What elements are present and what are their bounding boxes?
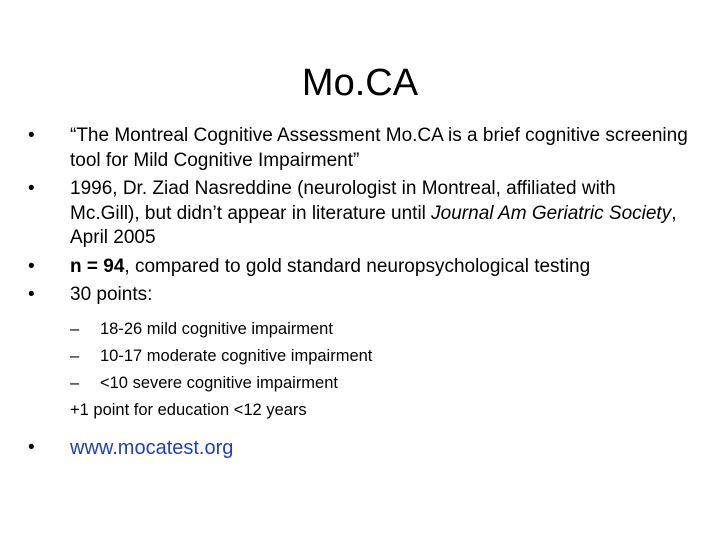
dash-icon: –	[70, 319, 80, 338]
bullet-text-suffix: , compared to gold standard neuropsychological testing	[124, 255, 591, 277]
bullet-icon: •	[28, 125, 35, 146]
bullet-icon: •	[28, 436, 35, 458]
bullet-item-history	[28, 177, 688, 251]
bullet-text-suffix: , April 2005	[70, 202, 677, 248]
score-range-text: <10 severe cognitive impairment	[100, 373, 338, 392]
slide-title: Mo.CA	[301, 62, 419, 104]
dash-icon: –	[70, 346, 80, 365]
sample-size: n = 94	[70, 255, 125, 277]
bullet-item-definition	[28, 124, 688, 173]
journal-name: Journal Am Geriatric Society	[431, 202, 672, 224]
education-adjustment: +1 point for education <12 years	[70, 400, 307, 419]
slide-content	[28, 124, 688, 465]
score-range-mild	[70, 316, 688, 343]
score-range-moderate	[70, 343, 688, 370]
bullet-icon: •	[28, 284, 35, 305]
bullet-text: “The Montreal Cognitive Assessment Mo.CA is a brief cognitive screening tool for Mild Cognitive Impairment”	[70, 125, 688, 171]
bullet-item-scoring	[28, 283, 688, 424]
website-link[interactable]: www.mocatest.org	[70, 436, 234, 459]
bullet-icon: •	[28, 178, 35, 199]
bullet-text: 30 points:	[70, 284, 153, 305]
bullet-text-prefix: 1996, Dr. Ziad Nasreddine (neurologist in Montreal, affiliated with Mc.Gill), but didn’t appear in literature until	[70, 178, 616, 224]
score-range-text: 10-17 moderate cognitive impairment	[100, 346, 373, 365]
bullet-item-website	[28, 436, 688, 462]
score-range-text: 18-26 mild cognitive impairment	[100, 319, 333, 338]
bullet-item-sample	[28, 255, 688, 280]
bullet-icon: •	[28, 255, 35, 277]
dash-icon: –	[70, 373, 80, 392]
score-range-list	[70, 316, 688, 397]
score-range-severe	[70, 370, 688, 397]
bullet-list	[28, 124, 688, 461]
